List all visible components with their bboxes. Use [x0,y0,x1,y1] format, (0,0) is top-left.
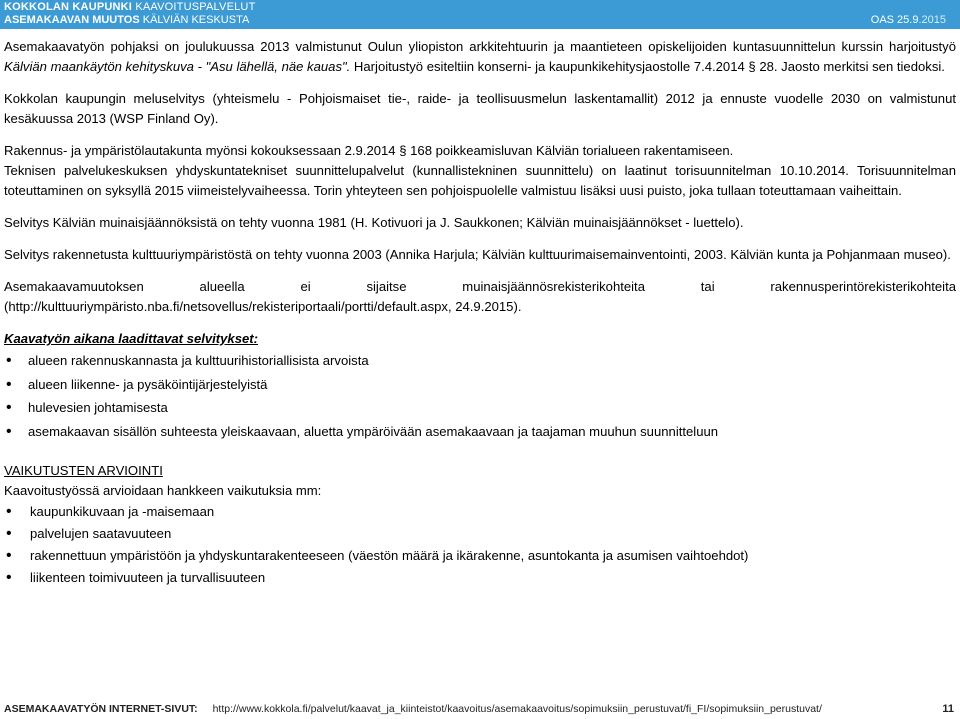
surveys-list [4,349,956,443]
list-item: • palvelujen saatavuuteen [6,523,956,545]
document-date-suffix: .2015 [918,14,946,26]
surveys-heading: Kaavatyön aikana laadittavat selvitykset: [4,331,258,346]
list-item: • alueen rakennuskannasta ja kulttuurihistoriallisista arvoista [4,349,956,373]
list-item: • hulevesien johtamisesta [4,396,956,420]
impacts-intro: Kaavoitustyössä arvioidaan hankkeen vaikutuksia mm: [4,483,322,498]
project-title [4,14,249,26]
footer-url-link[interactable]: http://www.kokkola.fi/palvelut/kaavat_ja_kiinteistot/kaavoitus/asemakaavoitus/sopimuksiin_perustuvat/fi_FI/sopimuksiin_perustuvat/ [212,703,822,715]
impacts-list [4,501,956,589]
paragraph-harjoitustyo-title: Kälviän maankäytön kehityskuva - "Asu lähellä, näe kauas". [4,59,351,74]
paragraph-kulttuuriymparisto: Selvitys rakennetusta kulttuuriympäristöstä on tehty vuonna 2003 (Annika Harjula; Kälviän kulttuurimaisemainventointi, 2003. Kälviän kunta ja Pohjanmaan museo). [4,247,951,262]
list-item: • kaupunkikuvaan ja -maisemaan [6,501,956,523]
paragraph-torisuunnitelma: Teknisen palvelukeskuksen yhdyskuntatekniset suunnittelupalvelut (kunnallistekninen suunnittelu) on laatinut torisuunnitelman 10.10.2014. Torisuunnitelman toteuttaminen on syksyllä 2015 viimeistelyvaiheessa. Torin yhteyteen sen pohjoispuolelle valmistuu lisäksi uusi puisto, joka tullaan toteuttamaan vaiheittain. [4,163,956,198]
footer-label: ASEMAKAAVATYÖN INTERNET-SIVUT: [4,703,198,715]
impacts-heading: VAIKUTUSTEN ARVIOINTI [4,463,163,478]
document-date [871,14,946,26]
paragraph-rekisterikohteet: Asemakaavamuutoksen alueella ei sijaitse muinaisjäännösrekisterikohteita tai rakennusperintörekisterikohteita (http://kulttuuriympäristo.nba.fi/netsovellus/rekisteriportaali/portti/default.aspx, 24.9.2015). [4,279,956,314]
page-footer [4,703,954,719]
project-title-area: KÄLVIÄN KESKUSTA [142,14,250,26]
document-date-prefix: OAS 25.9 [870,14,919,26]
list-item: • rakennettuun ympäristöön ja yhdyskuntarakenteeseen (väestön määrä ja ikärakenne, asuntokanta ja asumisen vaihtoehdot) [6,545,956,567]
paragraph-harjoitustyo [4,37,956,77]
project-title-bold: ASEMAKAAVAN MUUTOS [4,14,140,26]
page-number: 11 [942,703,954,715]
list-item: • liikenteen toimivuuteen ja turvallisuuteen [6,567,956,589]
organization-name [4,1,256,13]
paragraph-harjoitustyo-start: Asemakaavatyön pohjaksi on joulukuussa 2013 valmistunut Oulun yliopiston arkkitehtuurin ja maantieteen opiskelijoiden kuntasuunnittelun kurssin harjoitustyö [4,39,956,54]
paragraph-muinaisjaannokset: Selvitys Kälviän muinaisjäännöksistä on tehty vuonna 1981 (H. Kotivuori ja J. Saukkonen; Kälviän muinaisjäännökset - luettelo). [4,215,744,230]
list-item: • alueen liikenne- ja pysäköintijärjestelyistä [4,373,956,397]
page-header [0,0,960,29]
page-body [4,37,956,589]
organization-bold: KOKKOLAN KAUPUNKI [4,1,133,13]
paragraph-meluselvitys: Kokkolan kaupungin meluselvitys (yhteismelu - Pohjoismaiset tie-, raide- ja teollisuusmelun laskentamallit) 2012 ja ennuste vuodelle 2030 on valmistunut kesäkuussa 2013 (WSP Finland Oy). [4,91,956,126]
organization-department: KAAVOITUSPALVELUT [135,1,256,13]
list-item: • asemakaavan sisällön suhteesta yleiskaavaan, aluetta ympäröivään asemakaavaan ja taajaman muuhun suunnitteluun [4,420,956,444]
paragraph-poikkeamislupa: Rakennus- ja ympäristölautakunta myönsi kokouksessaan 2.9.2014 § 168 poikkeamisluvan Kälviän torialueen rakentamiseen. [4,143,734,158]
paragraph-harjoitustyo-end: Harjoitustyö esiteltiin konserni- ja kaupunkikehitysjaostolle 7.4.2014 § 28. Jaosto merkitsi sen tiedoksi. [350,59,945,74]
